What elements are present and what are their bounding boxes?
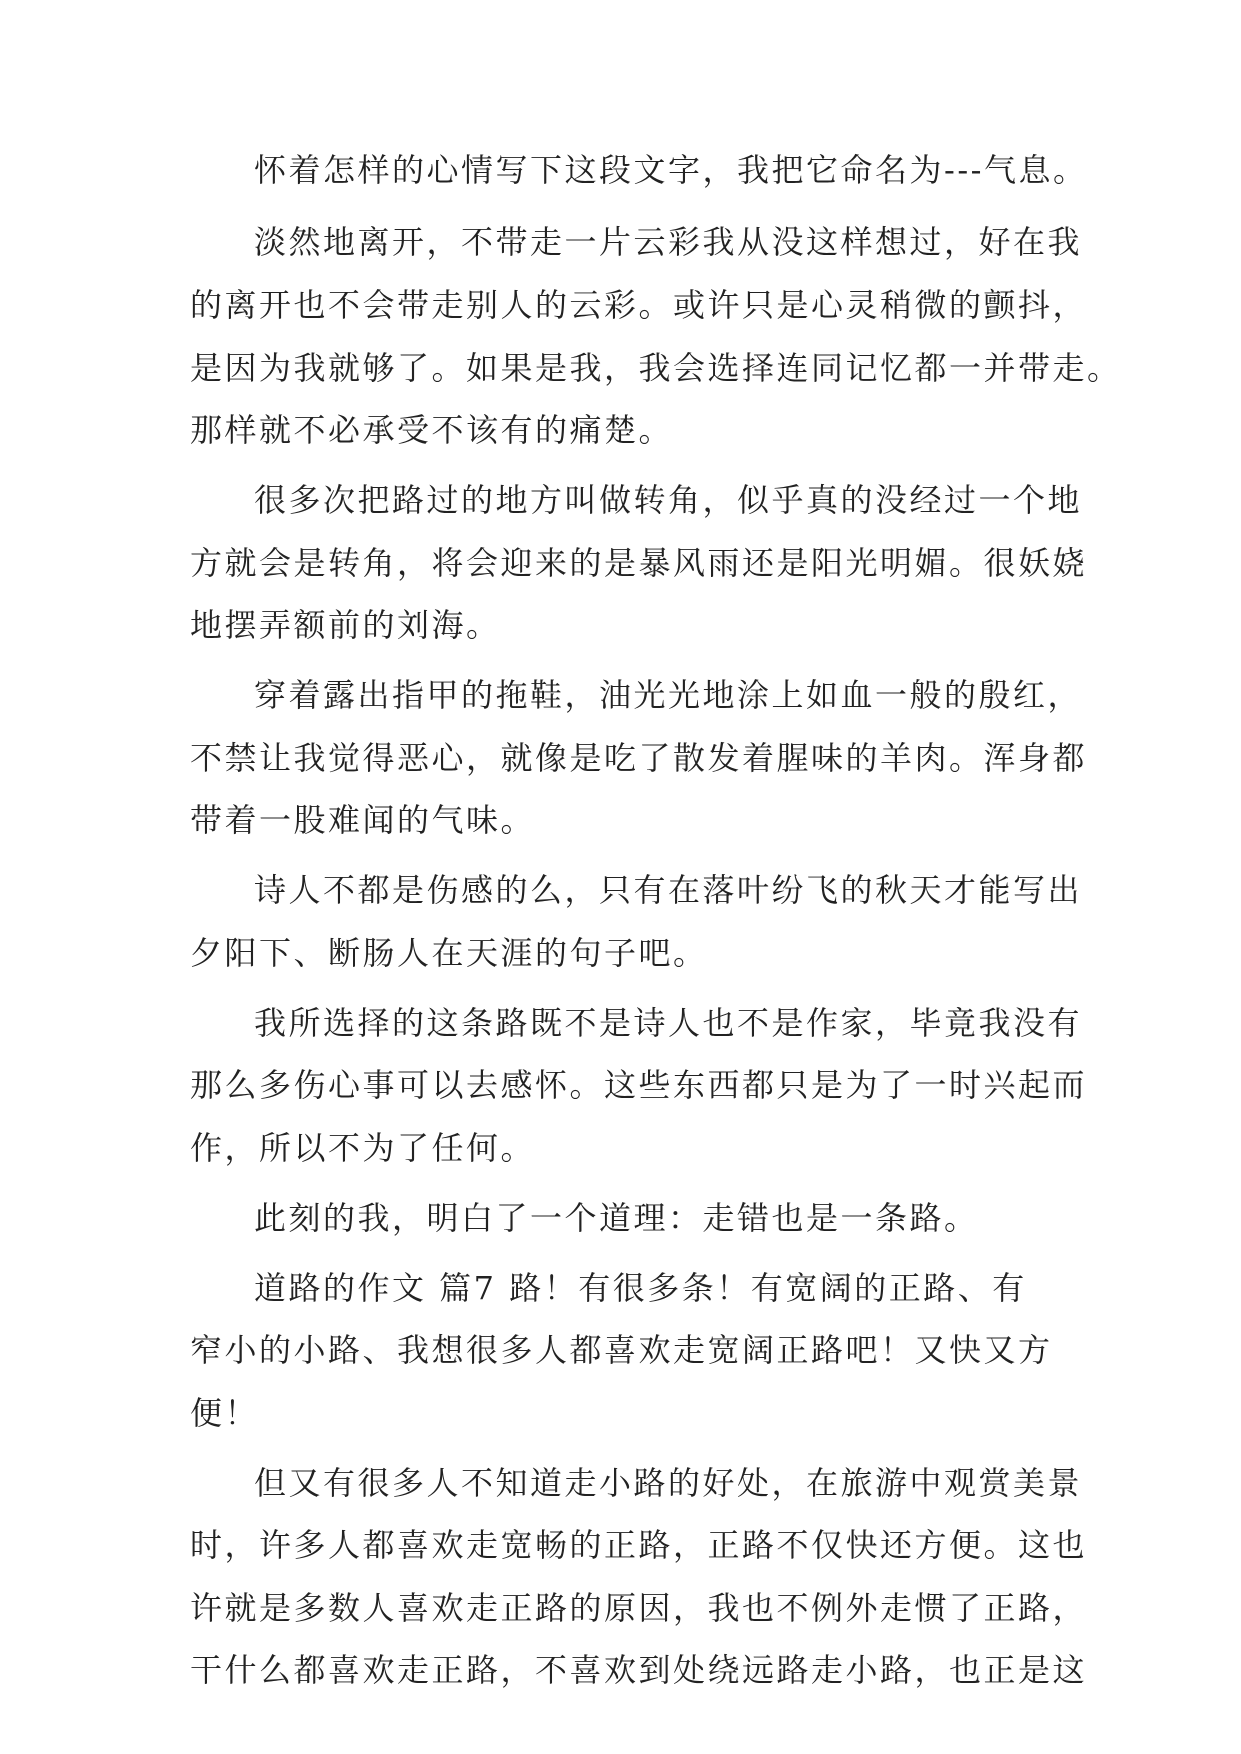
text-line: 夕阳下、断肠人在天涯的句子吧。 — [190, 934, 708, 972]
text-line: 诗人不都是伤感的么，只有在落叶纷飞的秋天才能写出 — [254, 871, 1083, 909]
text-line: 是因为我就够了。如果是我，我会选择连同记忆都一并带走。 — [190, 349, 1122, 387]
text-line: 窄小的小路、我想很多人都喜欢走宽阔正路吧！又快又方 — [190, 1331, 1053, 1369]
text-line: 但又有很多人不知道走小路的好处，在旅游中观赏美景 — [254, 1464, 1083, 1502]
text-line: 很多次把路过的地方叫做转角，似乎真的没经过一个地 — [254, 481, 1083, 519]
text-line: 道路的作文 篇7 路！有很多条！有宽阔的正路、有 — [254, 1269, 1027, 1307]
text-line: 许就是多数人喜欢走正路的原因，我也不例外走惯了正路， — [190, 1589, 1088, 1627]
text-line: 那样就不必承受不该有的痛楚。 — [190, 411, 674, 449]
text-line: 作，所以不为了任何。 — [190, 1129, 536, 1167]
text-line: 淡然地离开，不带走一片云彩我从没这样想过，好在我 — [254, 223, 1083, 261]
text-line: 干什么都喜欢走正路，不喜欢到处绕远路走小路，也正是这 — [190, 1651, 1088, 1689]
text-line: 地摆弄额前的刘海。 — [190, 606, 501, 644]
text-line: 不禁让我觉得恶心，就像是吃了散发着腥味的羊肉。浑身都 — [190, 739, 1088, 777]
text-line: 带着一股难闻的气味。 — [190, 801, 536, 839]
text-line: 穿着露出指甲的拖鞋，油光光地涂上如血一般的殷红， — [254, 676, 1083, 714]
text-line: 的离开也不会带走别人的云彩。或许只是心灵稍微的颤抖， — [190, 286, 1088, 324]
text-line: 我所选择的这条路既不是诗人也不是作家，毕竟我没有 — [254, 1004, 1083, 1042]
text-line: 怀着怎样的心情写下这段文字，我把它命名为---气息。 — [254, 151, 1088, 189]
text-line: 方就会是转角，将会迎来的是暴风雨还是阳光明媚。很妖娆 — [190, 544, 1088, 582]
text-line: 时，许多人都喜欢走宽畅的正路，正路不仅快还方便。这也 — [190, 1526, 1088, 1564]
text-line: 便！ — [190, 1394, 260, 1432]
text-line: 那么多伤心事可以去感怀。这些东西都只是为了一时兴起而 — [190, 1066, 1088, 1104]
text-line: 此刻的我，明白了一个道理：走错也是一条路。 — [254, 1199, 979, 1237]
